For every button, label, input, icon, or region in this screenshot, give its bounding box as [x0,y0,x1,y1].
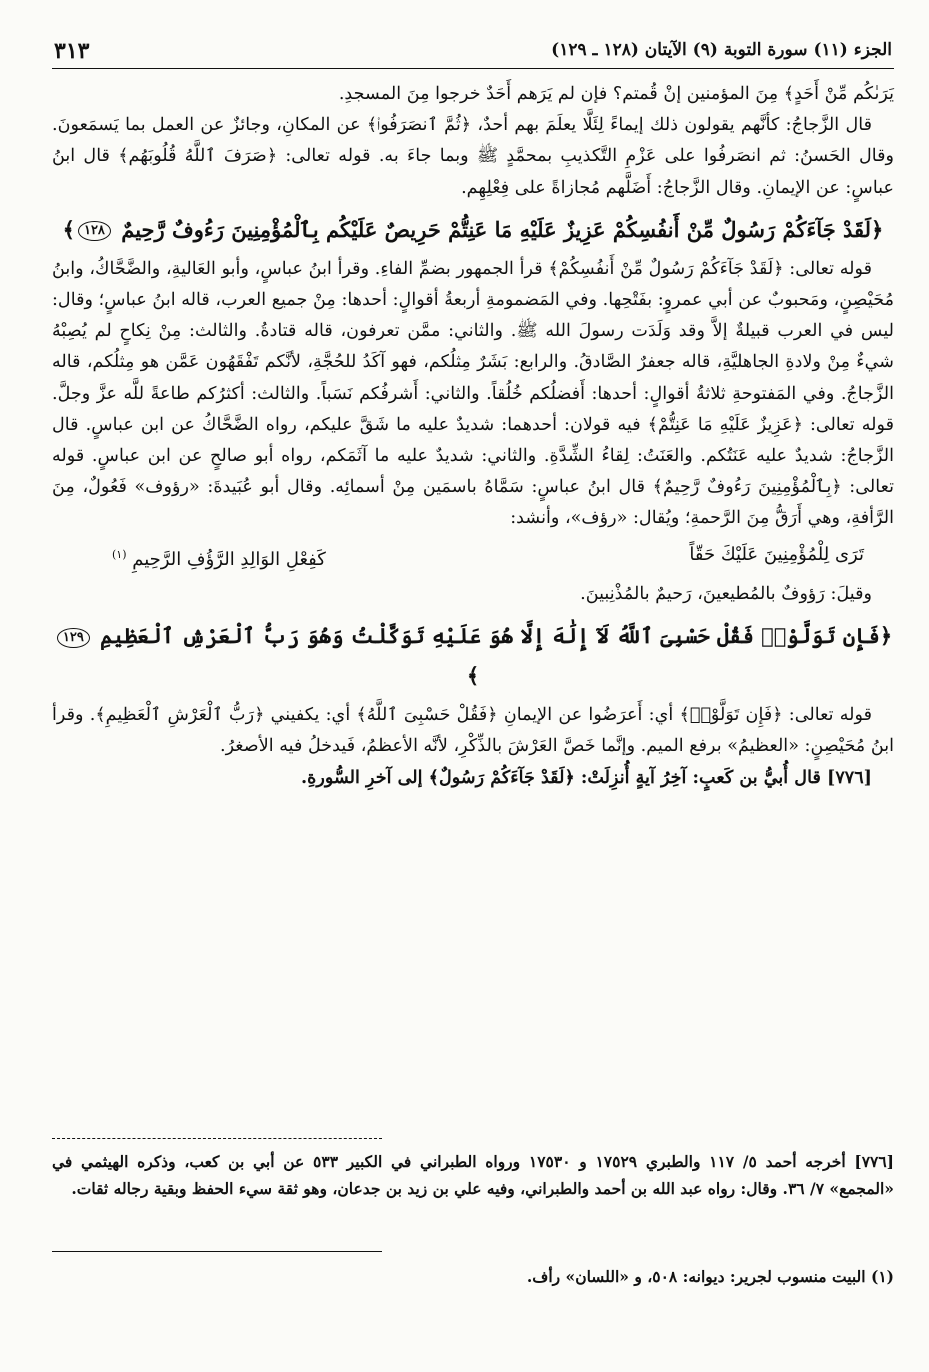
paragraph: يَرَىٰكُم مِّنْ أَحَدٍ﴾ مِنَ المؤمنين إنْ قُمتم؟ فإن لم يَرَهم أَحَدٌ خرجوا مِنَ المسجدِ. [338,84,894,104]
quran-verse: ﴿لَقَدْ جَآءَكُمْ رَسُولٌ مِّنْ أَنفُسِكُمْ عَزِيزٌ عَلَيْهِ مَا عَنِتُّمْ حَرِيصٌ عَلَيْكُم بِٱلْمُؤْمِنِينَ رَءُوفٌ رَّحِيمٌ ١٢٨﴾ [62,216,884,242]
page-header [52,38,894,69]
verse-number: ١٢٩ [57,628,90,648]
main-text [52,79,894,794]
takhrij-footnote: [٧٧٦] أخرجه أحمد ٥/ ١١٧ والطبري ١٧٥٢٩ و ١٧٥٣٠ ورواه الطبراني في الكبير ٥٣٣ عن أبي بن كعب، وذكره الهيثمي في «المجمع» ٧/ ٣٦. وقال: رواه عبد الله بن أحمد والطبراني، وفيه علي بن زيد بن جدعان، وهو ثقة سيء الحفظ وبقية رجاله ثقات. [52,1152,895,1198]
verse-text: ﴿لَقَدْ جَآءَكُمْ رَسُولٌ مِّنْ أَنفُسِكُمْ عَزِيزٌ عَلَيْهِ مَا عَنِتُّمْ حَرِيصٌ عَلَيْكُم بِٱلْمُؤْمِنِينَ رَءُوفٌ رَّحِيمٌ [121,216,884,242]
footnote: (١) البيت منسوب لجرير: ديوانه: ٥٠٨، و «اللسان» رأف. [526,1267,894,1286]
paragraph: قال الزَّجاجُ: كأنَّهم يقولون ذلك إيماءً لِئَلَّا يعلَمَ بهم أحدٌ، ﴿ثُمَّ ٱنصَرَفُوا۟﴾ عن المكانِ، وجائزٌ عن العمل بما يَسمَعونَ. وقال الحَسنُ: ثم انصَرفُوا على عَزْمِ التَّكذيبِ بمحمَّدٍ ﷺ وبما جاءَ به. قوله تعالى: ﴿صَرَفَ ٱللَّهُ قُلُوبَهُم﴾ قال ابنُ عباسٍ: عن الإيمانِ. وقال الزَّجاجُ: أَضَلَّهم مُجازاةً على فِعْلِهِم. [52,115,894,198]
page-number: ٣١٣ [54,38,90,64]
verse-text: ﴿فَإِن تَوَلَّوْا۟ فَقُلْ حَسْبِىَ ٱللَّهُ لَآ إِلَٰهَ إِلَّا هُوَ عَلَيْهِ تَوَكَّلْتُ وَهُوَ رَبُّ ٱلْعَرْشِ ٱلْعَظِيمِ [100,623,893,649]
footnote-ref: (١) [112,547,127,561]
running-title: الجزء (١١) سورة التوبة (٩) الآيتان (١٢٨ ـ ١٢٩) [551,40,892,60]
poem-hemistich-second: كَفِعْلِ الوَالِدِ الرَّؤُفِ الرَّحِيمِ $^{(١)}$ [112,547,326,570]
footnote-separator-dashed [52,1138,382,1139]
quran-verse: ﴿فَإِن تَوَلَّوْا۟ فَقُلْ حَسْبِىَ ٱللَّهُ لَآ إِلَٰهَ إِلَّا هُوَ عَلَيْهِ تَوَكَّلْتُ وَهُوَ رَبُّ ٱلْعَرْشِ ٱلْعَظِيمِ ١٢٩﴾ [52,616,894,696]
footnote-separator [52,1251,382,1252]
poem-verse [52,539,894,575]
paragraph: قوله تعالى: ﴿لَقَدْ جَآءَكُمْ رَسُولٌ مِّنْ أَنفُسِكُمْ﴾ قرأ الجمهور بضمِّ الفاءِ. وقرأ ابنُ عباسٍ، وأبو العَاليةِ، والضَّحَّاكُ، وابنُ مُحَيْصِنٍ، ومَحبوبٌ عن أبي عمروٍ: بفَتْحِها. وفي المَضمومةِ أربعةُ أقوالٍ: أحدها: مِنْ جميع العرب، قاله ابنُ عباسٍ؛ وقال: ليس في العرب قبيلةٌ إلاَّ وقد وَلَدَت رسولَ الله ﷺ. والثاني: ممَّن تعرفون، قاله قتادةُ. والثالث: مِنْ نِكاحٍ لم يُصِبْهُ شيءٌ مِنْ ولادةِ الجاهليَّةِ، قاله جعفرٌ الصَّادقُ. والرابع: بَشَرٌ مِثلُكم، فهو آكَدُ للحُجَّةِ، لأنَّكم تَفْقَهُون عَمَّن هو مِثلُكم، قاله الزَّجاجُ. وفي المَفتوحةِ ثلاثةُ أقوالٍ: أحدها: أَفضلُكم خُلُقاً. والثاني: أَشرفُكم نَسَباً. والثالث: أكثرُكم طاعةً للَّه عزَّ وجلَّ. قوله تعالى: ﴿عَزِيزٌ عَلَيْهِ مَا عَنِتُّمْ﴾ فيه قولان: أحدهما: شديدٌ عليه ما شَقَّ عليكم، رواه الضَّحَّاكُ عن ابن عباسٍ. قال الزَّجاجُ: شديدٌ عليه عَنَتُكم. والعَنَتُ: لِقاءُ الشِّدَّةِ. والثاني: شديدٌ عليه ما آثَمَكم، رواه أبو صالحٍ عن ابن عباسٍ. قوله تعالى: ﴿بِٱلْمُؤْمِنِينَ رَءُوفٌ رَّحِيمٌ﴾ قال ابنُ عباسٍ: سَمَّاهُ باسمَين مِنْ أسمائِه. وقال أبو عُبَيدةَ: «رؤوف» فَعُولٌ، مِنَ الرَّأفةِ، وهي أَرَقُّ مِنَ الرَّحمةِ؛ ويُقال: «رؤف»، وأنشد: [52,258,894,529]
book-page [52,38,894,1348]
paragraph: قوله تعالى: ﴿فَإِن تَوَلَّوْا۟﴾ أي: أَعرَضُوا عن الإيمانِ ﴿فَقُلْ حَسْبِىَ ٱللَّهُ﴾ أي: يكفيني ﴿رَبُّ ٱلْعَرْشِ ٱلْعَظِيمِ﴾. وقرأ ابنُ مُحَيْصِنٍ: «العظيمُ» برفع الميم. وإنَّما خَصَّ العَرْشَ بالذِّكْرِ، لأنَّه الأعظمُ، فَيدخلُ فيه الأصغرُ. [52,705,894,757]
paragraph: وقيلَ: رَؤوفٌ بالمُطيعينَ، رَحيمٌ بالمُذْنِبينَ. [580,583,872,604]
paragraph: [٧٧٦] قال أُبيُّ بن كَعبٍ: آخِرُ آيةٍ أُنزِلَتْ: ﴿لَقَدْ جَآءَكُمْ رَسُولٌ﴾ إلى آخرِ السُّورةِ. [301,767,872,789]
verse-number: ١٢٨ [78,221,111,241]
poem-hemistich-first: تَرَى لِلْمُؤْمِنِينَ عَلَيْكَ حَقّاً [689,543,864,565]
